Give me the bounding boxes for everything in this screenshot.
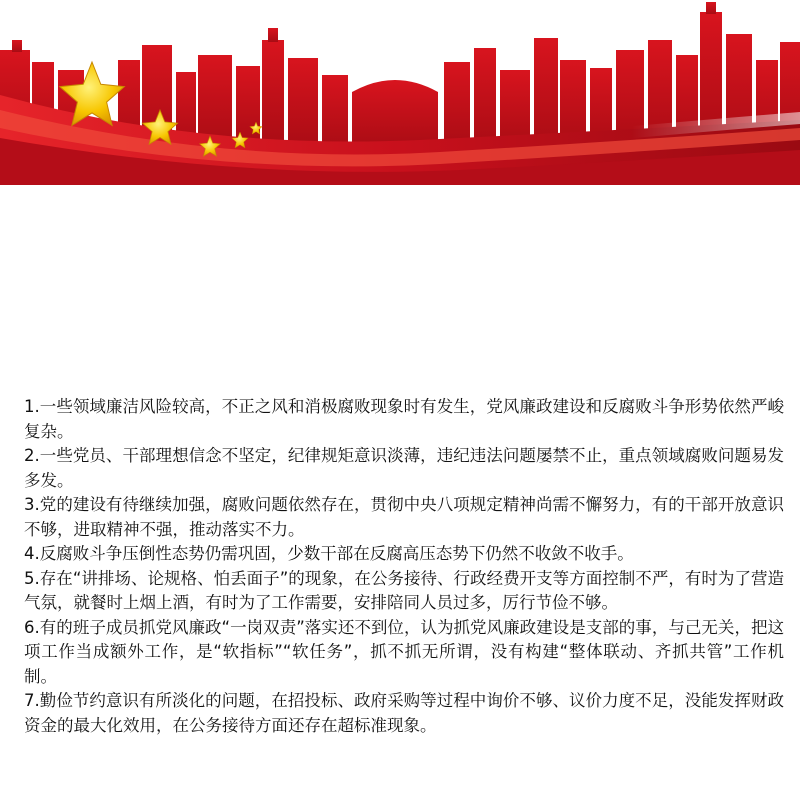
- paragraph-6: 6.有的班子成员抓党风廉政“一岗双责”落实还不到位，认为抓党风廉政建设是支部的事，与己无关，把这项工作当成额外工作，是“软指标”“软任务”，抓不抓无所谓，没有构建“整体联动、齐抓共管”工作机制。: [24, 617, 784, 686]
- paragraph-5: 5.存在“讲排场、论规格、怕丢面子”的现象，在公务接待、行政经费开支等方面控制不严，有时为了营造气氛，就餐时上烟上酒，有时为了工作需要，安排陪同人员过多，厉行节俭不够。: [24, 568, 784, 612]
- paragraph-4: 4.反腐败斗争压倒性态势仍需巩固，少数干部在反腐高压态势下仍然不收敛不收手。: [24, 544, 634, 563]
- article-body: [24, 395, 784, 738]
- header-banner: [0, 0, 800, 185]
- paragraph-3: 3.党的建设有待继续加强，腐败问题依然存在，贯彻中央八项规定精神尚需不懈努力，有的干部开放意识不够，进取精神不强，推动落实不力。: [24, 495, 784, 539]
- paragraph-2: 2.一些党员、干部理想信念不坚定，纪律规矩意识淡薄，违纪违法问题屡禁不止，重点领域腐败问题易发多发。: [24, 446, 784, 490]
- paragraph-7: 7.勤俭节约意识有所淡化的问题，在招投标、政府采购等过程中询价不够、议价力度不足，没能发挥财政资金的最大化效用，在公务接待方面还存在超标准现象。: [24, 691, 784, 735]
- paragraph-1: 1.一些领域廉洁风险较高，不正之风和消极腐败现象时有发生，党风廉政建设和反腐败斗争形势依然严峻复杂。: [24, 397, 784, 441]
